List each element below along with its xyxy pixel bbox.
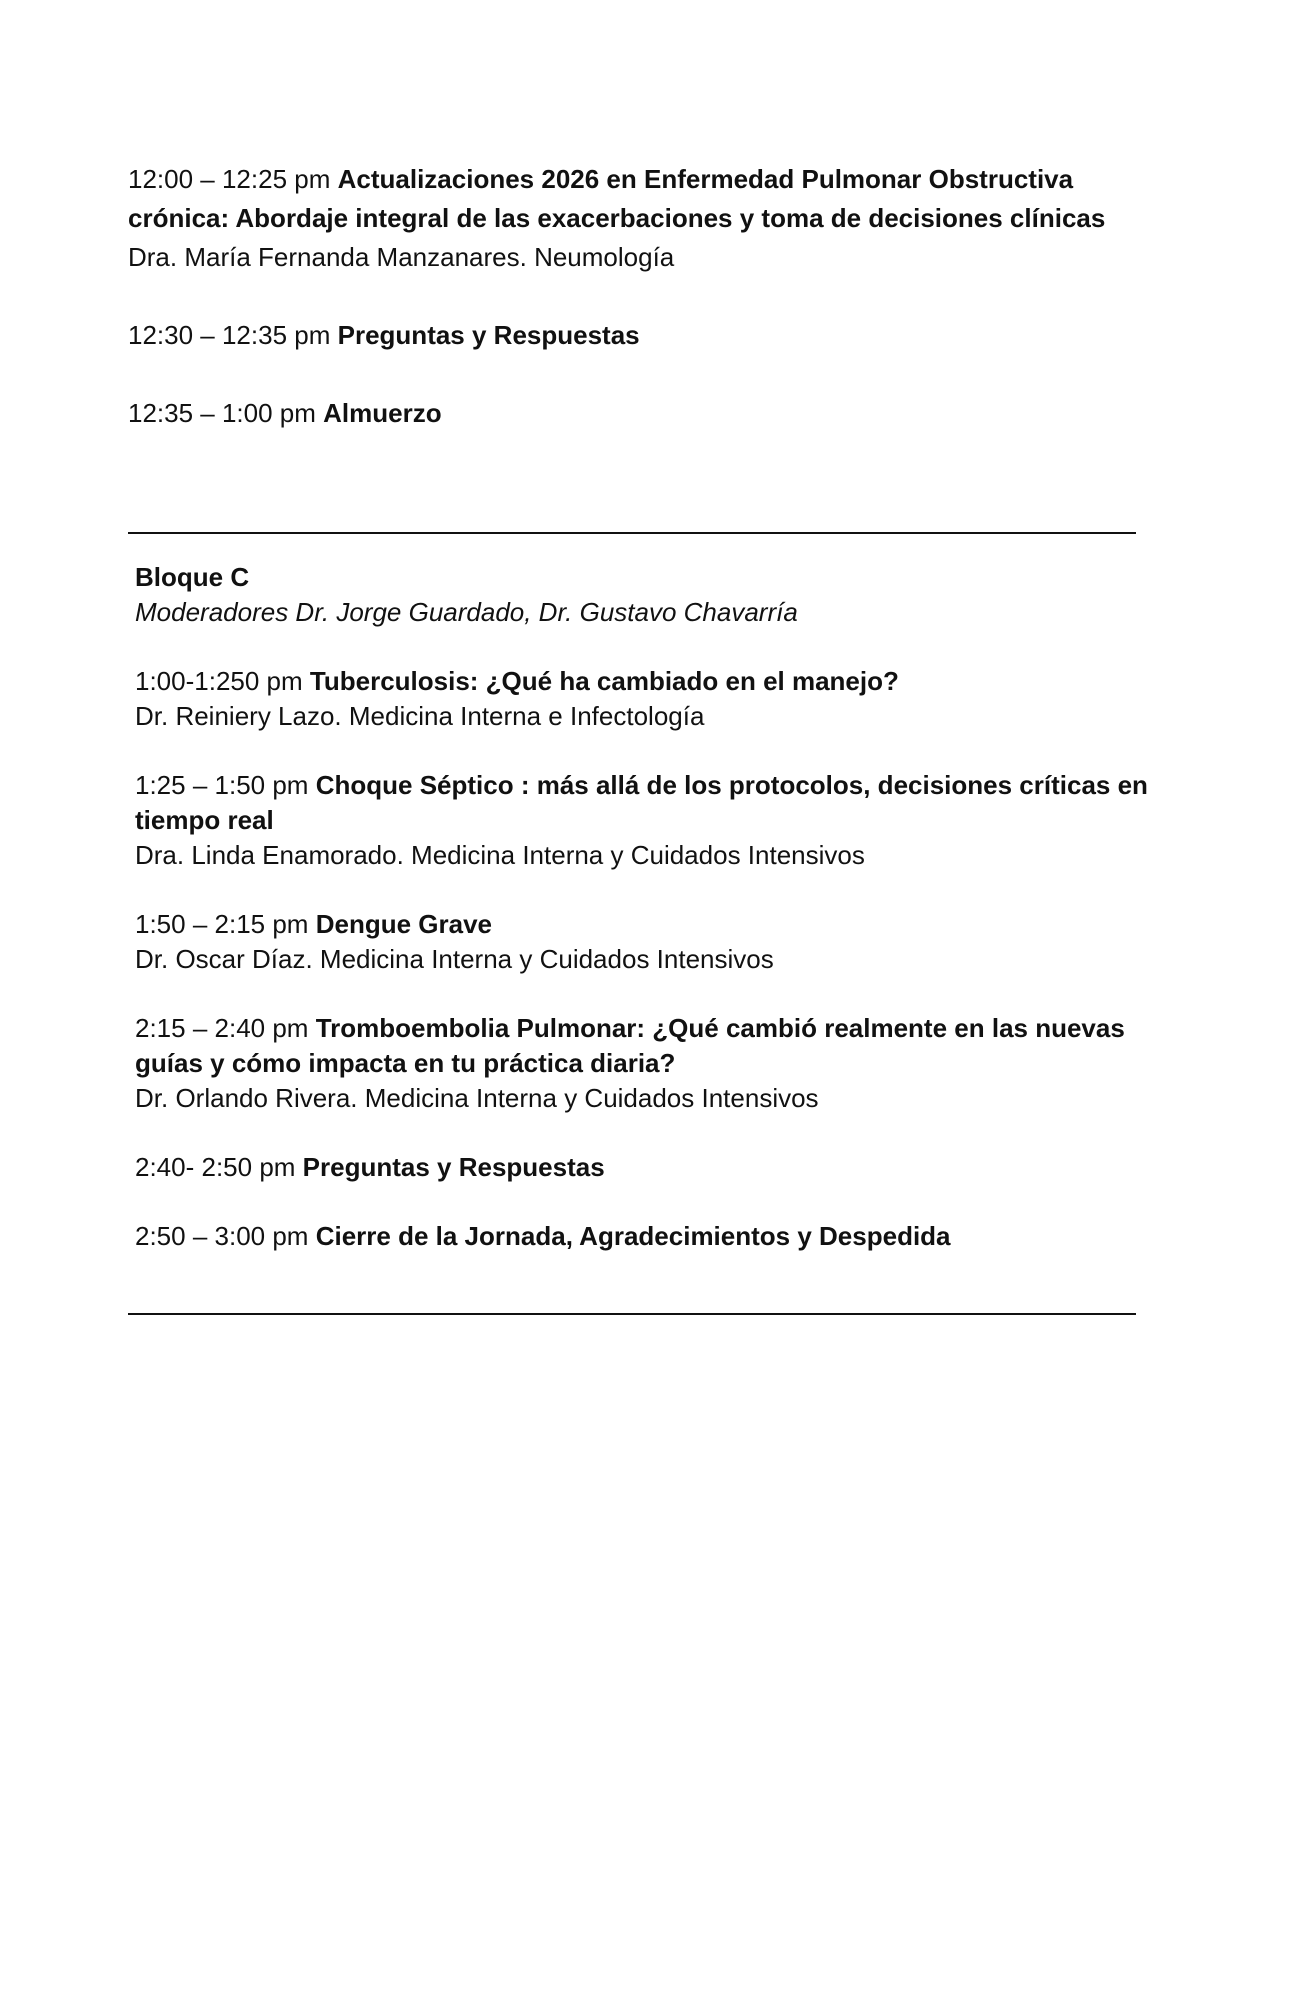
agenda-item-time: 12:30 – 12:35 pm (128, 320, 331, 350)
agenda-item-time: 1:50 – 2:15 pm (135, 909, 309, 939)
agenda-item-time: 1:00-1:250 pm (135, 666, 303, 696)
agenda-item-title: Preguntas y Respuestas (302, 1152, 605, 1182)
agenda-item (135, 1150, 1165, 1185)
agenda-item (128, 394, 1168, 433)
agenda-item (135, 1011, 1165, 1081)
section-divider (128, 1313, 1136, 1315)
agenda-item (135, 664, 1165, 699)
agenda-item-title: Tuberculosis: ¿Qué ha cambiado en el manejo? (309, 666, 899, 696)
agenda-item-title: Actualizaciones 2026 en Enfermedad Pulmonar Obstructiva crónica: Abordaje integral de las exacerbaciones y toma de decisiones clínicas (128, 164, 1106, 233)
agenda-item-time: 1:25 – 1:50 pm (135, 770, 309, 800)
agenda-item-title: Cierre de la Jornada, Agradecimientos y Despedida (315, 1221, 951, 1251)
block-title: Bloque C (135, 562, 250, 592)
agenda-item-title: Tromboembolia Pulmonar: ¿Qué cambió realmente en las nuevas guías y cómo impacta en tu práctica diaria? (135, 1013, 1125, 1078)
agenda-item-time: 2:40- 2:50 pm (135, 1152, 296, 1182)
agenda-item (128, 316, 1168, 355)
agenda-item-speaker: Dra. María Fernanda Manzanares. Neumología (128, 242, 675, 272)
agenda-item (128, 160, 1168, 238)
agenda-item (135, 907, 1165, 942)
agenda-item-time: 2:15 – 2:40 pm (135, 1013, 309, 1043)
agenda-item (135, 768, 1165, 838)
agenda-item-title: Almuerzo (323, 398, 442, 428)
agenda-item-speaker: Dr. Orlando Rivera. Medicina Interna y Cuidados Intensivos (135, 1083, 819, 1113)
agenda-item-speaker: Dra. Linda Enamorado. Medicina Interna y Cuidados Intensivos (135, 840, 865, 870)
agenda-item-time: 12:00 – 12:25 pm (128, 164, 331, 194)
agenda-block-c (135, 560, 1165, 1254)
agenda-item-speaker: Dr. Oscar Díaz. Medicina Interna y Cuidados Intensivos (135, 944, 774, 974)
agenda-item-title: Choque Séptico : más allá de los protocolos, decisiones críticas en tiempo real (135, 770, 1148, 835)
agenda-item (135, 1219, 1165, 1254)
section-divider (128, 532, 1136, 534)
agenda-item-time: 12:35 – 1:00 pm (128, 398, 316, 428)
agenda-item-title: Preguntas y Respuestas (337, 320, 640, 350)
block-moderators: Moderadores Dr. Jorge Guardado, Dr. Gustavo Chavarría (135, 597, 798, 627)
agenda-item-speaker: Dr. Reiniery Lazo. Medicina Interna e Infectología (135, 701, 705, 731)
agenda-item-time: 2:50 – 3:00 pm (135, 1221, 309, 1251)
agenda-item-title: Dengue Grave (315, 909, 492, 939)
agenda-block-a (128, 160, 1168, 433)
